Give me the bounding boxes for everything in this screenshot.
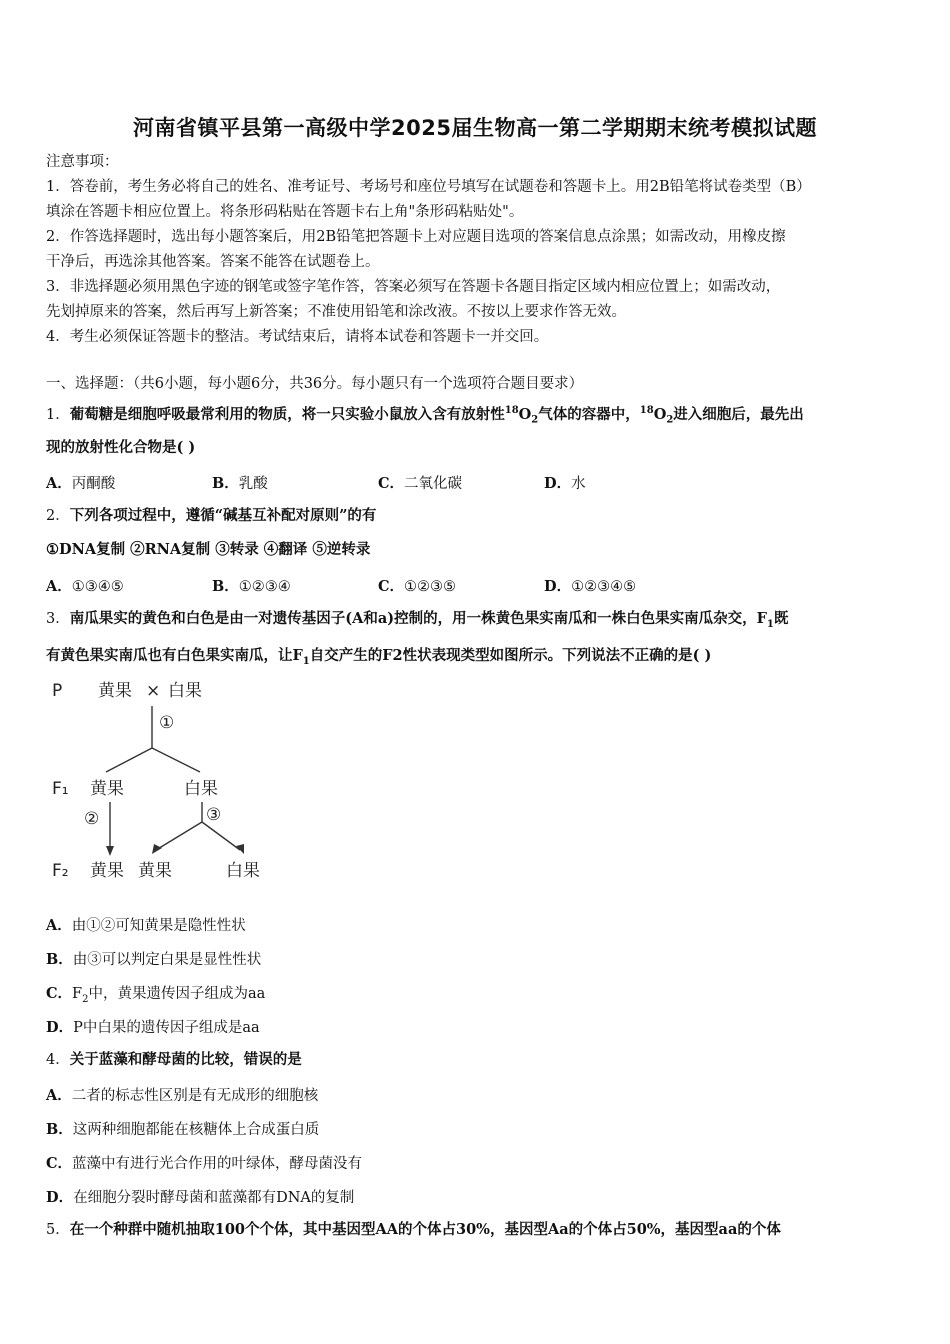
f2-label: F₂ (52, 861, 69, 881)
option-b[interactable]: B．这两种细胞都能在核糖体上合成蛋白质 (46, 1121, 320, 1138)
notice-line: 1．答卷前，考生务必将自己的姓名、准考证号、考场号和座位号填写在试题卷和答题卡上。用2B铅笔将试卷类型（B） (46, 179, 811, 195)
option-a[interactable]: A．丙酮酸 (46, 475, 116, 492)
option-c[interactable]: C．二氧化碳 (378, 475, 463, 492)
arrow-head (106, 846, 114, 856)
option-a[interactable]: A．由①②可知黄果是隐性性状 (46, 917, 246, 934)
option-a[interactable]: A．①③④⑤ (46, 578, 124, 595)
cross-symbol: × (146, 681, 161, 701)
f1-yellow: 黄果 (90, 779, 124, 799)
question-2: 2．下列各项过程中，遵循“碱基互补配对原则”的有 (46, 507, 377, 524)
notice-heading: 注意事项： (46, 154, 119, 170)
option-d[interactable]: D．P中白果的遗传因子组成是aa (46, 1019, 260, 1036)
f2-yellow-b: 黄果 (138, 861, 172, 881)
step-2: ② (84, 809, 100, 829)
option-d[interactable]: D．①②③④⑤ (544, 578, 637, 595)
question-1-line2: 现的放射性化合物是( ) (46, 439, 196, 456)
f2-yellow-a: 黄果 (90, 861, 124, 881)
option-b[interactable]: B．由③可以判定白果是显性性状 (46, 951, 262, 968)
option-c[interactable]: C．蓝藻中有进行光合作用的叶绿体，酵母菌没有 (46, 1155, 363, 1172)
f1-label: F₁ (52, 779, 69, 799)
connector-line (106, 748, 152, 772)
f1-white: 白果 (184, 779, 218, 799)
genetics-cross-diagram (44, 676, 284, 886)
notice-line: 干净后，再选涂其他答案。答案不能答在试题卷上。 (46, 254, 380, 270)
p-label: P (52, 681, 63, 701)
notice-line: 4．考生必须保证答题卡的整洁。考试结束后，请将本试卷和答题卡一并交回。 (46, 329, 549, 345)
option-b[interactable]: B．乳酸 (212, 475, 268, 492)
p-yellow: 黄果 (98, 681, 132, 701)
p-white: 白果 (168, 681, 202, 701)
option-d[interactable]: D．在细胞分裂时酵母菌和蓝藻都有DNA的复制 (46, 1189, 355, 1206)
section-heading: 一、选择题：（共6小题，每小题6分，共36分。每小题只有一个选项符合题目要求） (46, 376, 584, 392)
notice-line: 填涂在答题卡相应位置上。将条形码粘贴在答题卡右上角"条形码粘贴处"。 (46, 204, 524, 220)
arrow-line (202, 822, 240, 850)
arrow-head (236, 844, 244, 854)
option-c[interactable]: C．①②③⑤ (378, 578, 457, 595)
option-a[interactable]: A．二者的标志性区别是有无成形的细胞核 (46, 1087, 319, 1104)
question-4: 4．关于蓝藻和酵母菌的比较，错误的是 (46, 1051, 302, 1068)
notice-line: 2．作答选择题时，选出每小题答案后，用2B铅笔把答题卡上对应题目选项的答案信息点涂黑；如需改动，用橡皮擦 (46, 229, 786, 245)
notice-line: 先划掉原来的答案，然后再写上新答案；不准使用铅笔和涂改液。不按以上要求作答无效。 (46, 304, 626, 320)
arrow-line (156, 822, 202, 850)
question-5: 5．在一个种群中随机抽取100个个体，其中基因型AA的个体占30%，基因型Aa的个体占50%，基因型aa的个体 (46, 1221, 781, 1238)
question-number: 1． (46, 406, 70, 423)
connector-line (152, 748, 200, 772)
question-2-items: ①DNA复制 ②RNA复制 ③转录 ④翻译 ⑤逆转录 (46, 541, 371, 558)
option-c[interactable]: C．$F_2$中，黄果遗传因子组成为aa (46, 985, 266, 1005)
option-d[interactable]: D．水 (544, 475, 586, 492)
option-b[interactable]: B．①②③④ (212, 578, 291, 595)
question-3-line2: 有黄色果实南瓜也有白色果实南瓜，让$F_1$自交产生的F2性状表现类型如图所示。下列说法不正确的是( ) (46, 647, 712, 667)
notice-line: 3．非选择题必须用黑色字迹的钢笔或签字笔作答，答案必须写在答题卡各题目指定区域内相应位置上；如需改动， (46, 279, 781, 295)
question-3: 3．南瓜果实的黄色和白色是由一对遗传基因子(A和a)控制的，用一株黄色果实南瓜和一株白色果实南瓜杂交，$F_1$既 (46, 610, 789, 630)
step-1: ① (159, 713, 175, 733)
arrow-head (152, 844, 162, 854)
page-title: 河南省镇平县第一高级中学2025届生物高一第二学期期末统考模拟试题 (133, 116, 817, 140)
question-1: 1．葡萄糖是细胞呼吸最常利用的物质，将一只实验小鼠放入含有放射性$^{18}O_2$气体的容器中，$^{18}O_2$进入细胞后，最先出 (46, 405, 804, 426)
step-3: ③ (206, 805, 222, 825)
f2-white: 白果 (226, 861, 260, 881)
